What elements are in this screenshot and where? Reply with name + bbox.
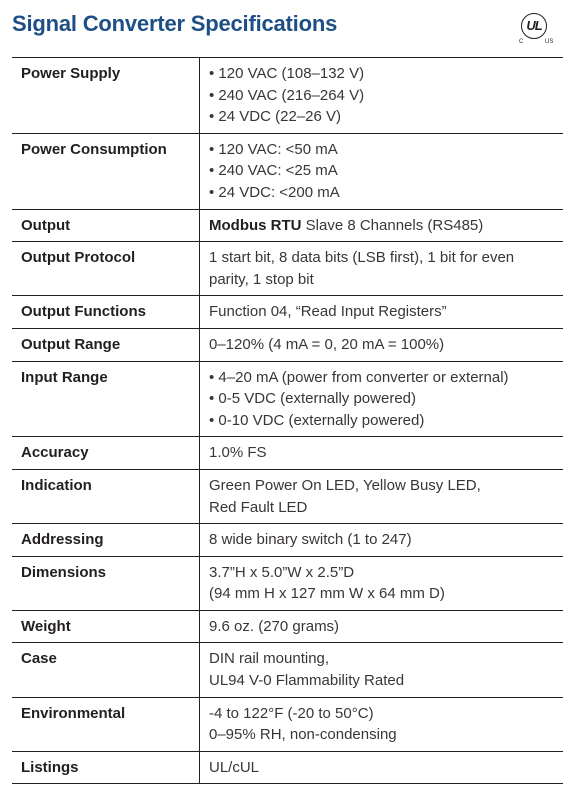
spec-value-line (209, 215, 555, 237)
ul-us-text: US (545, 39, 554, 45)
spec-value-emphasis: Modbus RTU (209, 216, 302, 234)
ul-listing-logo (518, 13, 558, 47)
spec-value-line: • 24 VDC: <200 mA (209, 183, 340, 201)
spec-value-line: parity, 1 stop bit (209, 270, 314, 288)
spec-row (12, 133, 563, 209)
spec-value (200, 58, 564, 134)
spec-value (200, 643, 564, 697)
spec-value-line: 0–95% RH, non-condensing (209, 726, 397, 744)
spec-label: Case (12, 643, 200, 697)
spec-value (200, 751, 564, 784)
spec-value-line: 1 start bit, 8 data bits (LSB first), 1 bit for even (209, 249, 515, 267)
spec-label: Input Range (12, 361, 200, 437)
spec-value (200, 469, 564, 523)
specifications-table-body (12, 58, 563, 784)
spec-value-line: DIN rail mounting, (209, 650, 330, 668)
spec-value-line: • 120 VAC: <50 mA (209, 140, 338, 158)
spec-value (200, 524, 564, 557)
spec-row (12, 437, 563, 470)
spec-row (12, 751, 563, 784)
spec-label: Output Protocol (12, 242, 200, 296)
spec-value (200, 610, 564, 643)
spec-value-line: UL94 V-0 Flammability Rated (209, 672, 405, 690)
spec-value (200, 296, 564, 329)
spec-label: Power Consumption (12, 133, 200, 209)
spec-label: Addressing (12, 524, 200, 557)
spec-label: Accuracy (12, 437, 200, 470)
spec-value (200, 133, 564, 209)
spec-label: Weight (12, 610, 200, 643)
spec-value-line: 8 wide binary switch (1 to 247) (209, 531, 412, 549)
spec-label: Listings (12, 751, 200, 784)
page-title: Signal Converter Specifications (12, 11, 338, 36)
spec-value-line: (94 mm H x 127 mm W x 64 mm D) (209, 585, 445, 603)
spec-value-line: 3.7”H x 5.0”W x 2.5”D (209, 563, 355, 581)
spec-value (200, 556, 564, 610)
spec-value-line: • 240 VAC (216–264 V) (209, 86, 365, 104)
spec-label: Dimensions (12, 556, 200, 610)
spec-row (12, 556, 563, 610)
spec-row (12, 361, 563, 437)
spec-value-line: • 24 VDC (22–26 V) (209, 108, 341, 126)
spec-value-line: -4 to 122°F (-20 to 50°C) (209, 704, 374, 722)
spec-row (12, 697, 563, 751)
spec-value-line: 1.0% FS (209, 444, 267, 462)
spec-value-line: 0–120% (4 mA = 0, 20 mA = 100%) (209, 335, 445, 353)
spec-label: Output Functions (12, 296, 200, 329)
spec-value-line: Green Power On LED, Yellow Busy LED, (209, 476, 481, 494)
spec-value (200, 437, 564, 470)
spec-label: Output (12, 209, 200, 242)
spec-value-line: • 240 VAC: <25 mA (209, 162, 338, 180)
spec-label: Output Range (12, 328, 200, 361)
spec-value-line: • 0-5 VDC (externally powered) (209, 390, 416, 408)
spec-label: Power Supply (12, 58, 200, 134)
spec-row (12, 209, 563, 242)
spec-value (200, 209, 564, 242)
spec-row (12, 328, 563, 361)
spec-row (12, 610, 563, 643)
spec-value-line: • 4–20 mA (power from converter or external) (209, 368, 509, 386)
spec-value (200, 361, 564, 437)
spec-row (12, 469, 563, 523)
spec-row (12, 643, 563, 697)
spec-value-line: 9.6 oz. (270 grams) (209, 617, 340, 635)
ul-mark-text: UL (526, 18, 542, 33)
specifications-table (12, 57, 563, 784)
spec-row (12, 524, 563, 557)
spec-value-line: UL/cUL (209, 758, 260, 776)
spec-row (12, 58, 563, 134)
spec-row (12, 242, 563, 296)
spec-row (12, 296, 563, 329)
spec-value-line: • 0-10 VDC (externally powered) (209, 411, 425, 429)
spec-label: Indication (12, 469, 200, 523)
spec-value-line: Red Fault LED (209, 498, 308, 516)
spec-label: Environmental (12, 697, 200, 751)
spec-value-text: Slave 8 Channels (RS485) (301, 216, 484, 234)
spec-value (200, 697, 564, 751)
spec-value (200, 242, 564, 296)
spec-value-line: Function 04, “Read Input Registers” (209, 303, 447, 321)
spec-value (200, 328, 564, 361)
ul-c-text: C (519, 39, 524, 45)
spec-value-line: • 120 VAC (108–132 V) (209, 65, 365, 82)
